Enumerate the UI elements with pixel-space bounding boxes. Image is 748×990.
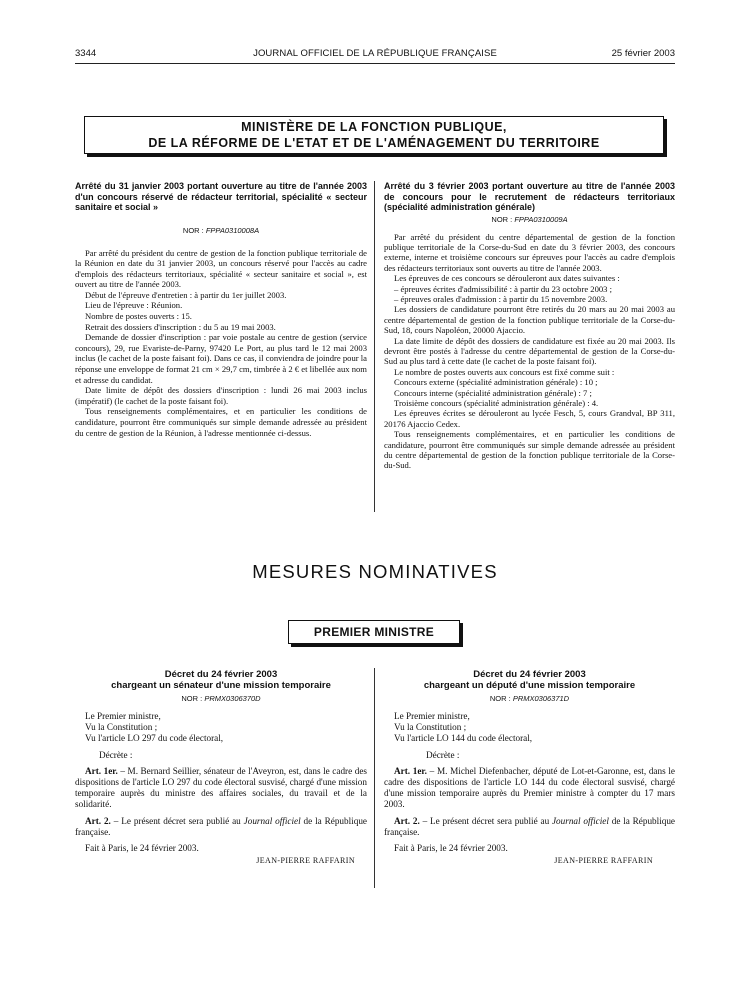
article-label: Art. 1er. <box>85 765 118 776</box>
paragraph: Tous renseignements complémentaires, et en particulier les conditions de candidature, pourront être communiqués sur simple demande adressée au président du centre départemental de gestion de la fonction publique territoriale de la Corse-du-Sud. <box>384 429 675 471</box>
preamble-line: Le Premier ministre, <box>85 711 161 721</box>
article-label: Art. 2. <box>394 815 420 826</box>
paragraph: Lieu de l'épreuve : Réunion. <box>85 300 183 311</box>
article-1: Art. 1er. – M. Michel Diefenbacher, député de Lot-et-Garonne, est, dans le cadre des dispositions de l'article LO 144 du code électoral susvisé, chargé d'une mission temporaire auprès du Premier ministre à compter du 17 mars 2003. <box>384 765 675 810</box>
running-head <box>75 48 675 62</box>
decret-title-line-2: chargeant un sénateur d'une mission temporaire <box>111 680 331 691</box>
preamble-line: Vu la Constitution ; <box>85 722 158 733</box>
arrete-body <box>75 248 367 439</box>
paragraph: Les dossiers de candidature pourront être retirés du 20 mars au 20 mai 2003 au centre départemental de gestion de la fonction publique territoriale de la Corse-du-Sud, 18, cours Napoléon, 20000 Ajaccio. <box>384 304 675 336</box>
paragraph: Les épreuves écrites se dérouleront au lycée Fesch, 5, cours Grandval, BP 311, 20176 Ajaccio Cedex. <box>384 408 675 429</box>
decrete: Décrète : <box>426 749 460 760</box>
preamble-line: Vu la Constitution ; <box>394 722 467 733</box>
nor-label: NOR : <box>182 225 204 235</box>
article-2: Art. 2. – Le présent décret sera publié au Journal officiel de la République française. <box>75 815 367 837</box>
decret-left <box>75 669 367 865</box>
decret-title-line-1: Décret du 24 février 2003 <box>473 669 586 680</box>
arrete-title: Arrêté du 31 janvier 2003 portant ouverture au titre de l'année 2003 d'un concours réservé de rédacteur territorial, spécialité « secteur sanitaire et social » <box>75 181 367 212</box>
arrete-right <box>384 181 675 471</box>
preamble-line: Le Premier ministre, <box>394 711 470 721</box>
arrete-body <box>384 232 675 471</box>
decret-right <box>384 669 675 865</box>
paragraph: Retrait des dossiers d'inscription : du 5 au 19 mai 2003. <box>85 321 276 332</box>
nor-code: FPPA0310009A <box>514 214 568 224</box>
nor-label: NOR : <box>491 214 513 224</box>
paragraph: Nombre de postes ouverts : 15. <box>85 311 192 322</box>
paragraph: – épreuves écrites d'admissibilité : à partir du 23 octobre 2003 ; <box>394 283 613 294</box>
article-label: Art. 2. <box>85 815 111 826</box>
page-number: 3344 <box>75 48 97 59</box>
preamble-line: Vu l'article LO 297 du code électoral, <box>85 733 224 744</box>
paragraph: Demande de dossier d'inscription : par voie postale au centre de gestion (service concours), 29, rue Evariste-de-Parny, 97420 Le Port, au plus tard le 12 mai 2003 inclus (le cachet de la poste faisant foi). Dans ce cas, il conviendra de joindre pour la réponse une enveloppe de format 21 cm × 29,7 cm, timbrée à 2 € et libellée aux nom et adresse du candidat. <box>75 332 367 385</box>
nor-code: PRMX0306370D <box>204 694 261 703</box>
decret-body <box>75 711 367 854</box>
nor-label: NOR : <box>181 694 203 703</box>
header-rule <box>75 63 675 64</box>
nor-reference <box>384 215 675 224</box>
nor-code: FPPA0310008A <box>205 225 260 235</box>
paragraph: Le nombre de postes ouverts aux concours est fixé comme suit : <box>394 366 615 377</box>
column-divider <box>374 668 375 888</box>
paragraph: Par arrêté du président du centre de gestion de la fonction publique territoriale de la Réunion en date du 31 janvier 2003, un concours réservé pour l'accès au cadre d'emplois des rédacteurs territoriaux, spécialité « secteur sanitaire et social », est ouvert au titre de l'année 2003. <box>75 247 367 290</box>
ministry-line-2: DE LA RÉFORME DE L'ETAT ET DE L'AMÉNAGEMENT DU TERRITOIRE <box>148 136 600 150</box>
paragraph: Date limite de dépôt des dossiers d'inscription : lundi 26 mai 2003 inclus (impératif) (le cachet de la poste faisant foi). <box>75 385 367 406</box>
paragraph: Les épreuves de ces concours se dérouleront aux dates suivantes : <box>394 273 620 284</box>
premier-ministre-box: PREMIER MINISTRE <box>288 620 460 644</box>
nor-label: NOR : <box>489 694 511 703</box>
decrete: Décrète : <box>99 749 133 760</box>
preamble-line: Vu l'article LO 144 du code électoral, <box>394 733 533 744</box>
section-title: MESURES NOMINATIVES <box>252 561 498 582</box>
article-2: Art. 2. – Le présent décret sera publié au Journal officiel de la République française. <box>384 815 676 837</box>
paragraph: Troisième concours (spécialité administration générale) : 4. <box>394 398 599 408</box>
paragraph: La date limite de dépôt des dossiers de candidature est fixée au 20 mai 2003. Ils devront être postés à l'adresse du centre départemental de gestion de la Corse-du-Sud au plus tard à cette date (le cachet de la poste faisant foi). <box>384 335 675 367</box>
arrete-title: Arrêté du 3 février 2003 portant ouverture au titre de l'année 2003 de concours pour le recrutement de rédacteurs territoriaux (spécialité administration générale) <box>384 181 675 212</box>
paragraph: – épreuves orales d'admission : à partir du 15 novembre 2003. <box>394 293 608 304</box>
signature: JEAN-PIERRE RAFFARIN <box>256 856 355 866</box>
arrete-left <box>75 181 367 438</box>
decret-title-line-2: chargeant un député d'une mission temporaire <box>423 680 636 691</box>
article-label: Art. 1er. <box>394 765 427 776</box>
nor-reference <box>384 694 675 703</box>
nor-reference <box>75 694 367 703</box>
fait-a-paris: Fait à Paris, le 24 février 2003. <box>394 843 508 854</box>
ministry-line-1: MINISTÈRE DE LA FONCTION PUBLIQUE, <box>241 120 507 134</box>
paragraph: Concours interne (spécialité administration générale) : 7 ; <box>394 387 592 398</box>
paragraph: Par arrêté du président du centre départemental de gestion de la fonction publique territoriale de la Corse-du-Sud en date du 3 février 2003, des concours externe, interne et troisième concours sur épreuves pour l'accès au cadre d'emplois des rédacteurs territoriaux sont ouverts au titre de l'année 2003. <box>384 231 675 273</box>
paragraph: Concours externe (spécialité administration générale) : 10 ; <box>394 377 598 388</box>
signature: JEAN-PIERRE RAFFARIN <box>554 856 653 866</box>
column-divider <box>374 181 375 512</box>
ministry-box <box>84 116 664 154</box>
nor-reference <box>75 226 367 235</box>
paragraph: Début de l'épreuve d'entretien : à partir du 1er juillet 2003. <box>85 289 287 300</box>
fait-a-paris: Fait à Paris, le 24 février 2003. <box>85 843 199 854</box>
issue-date: 25 février 2003 <box>611 48 675 59</box>
decret-body <box>384 711 675 854</box>
article-1: Art. 1er. – M. Bernard Seillier, sénateur de l'Aveyron, est, dans le cadre des dispositions de l'article LO 297 du code électoral susvisé, chargé d'une mission temporaire auprès du ministre des affaires sociales, du travail et de la solidarité. <box>75 765 367 810</box>
decret-title-line-1: Décret du 24 février 2003 <box>164 669 278 680</box>
paragraph: Tous renseignements complémentaires, et en particulier les conditions de candidature, pourront être communiqués sur simple demande adressée au président du centre de gestion de la Réunion, à l'adresse mentionnée ci-dessus. <box>75 406 367 438</box>
nor-code: PRMX0306371D <box>512 694 570 703</box>
journal-title: JOURNAL OFFICIEL DE LA RÉPUBLIQUE FRANÇAISE <box>253 48 497 59</box>
